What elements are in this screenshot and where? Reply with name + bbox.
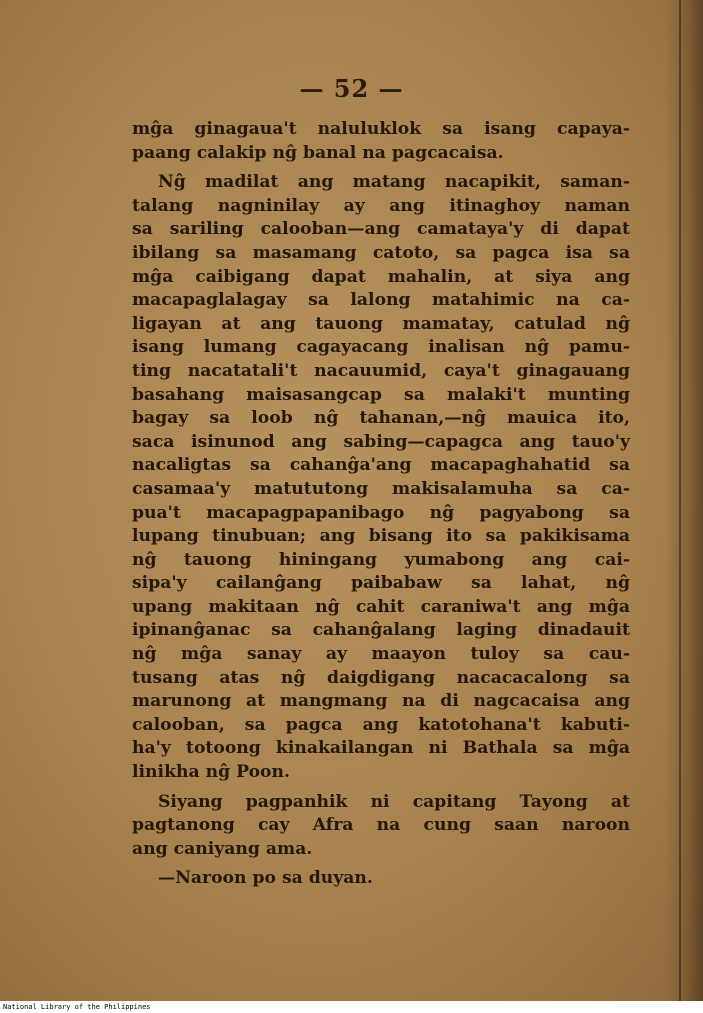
text-line: casamaa'y matututong makisalamuha sa ca-	[132, 478, 630, 499]
text-line: lupang tinubuan; ang bisang ito sa pakikisama	[132, 526, 630, 547]
text-line: paang calakip nĝ banal na pagcacaisa.	[132, 142, 504, 163]
page-spine-shadow	[665, 0, 703, 1001]
text-line: ibilang sa masamang catoto, sa pagca isa sa	[132, 242, 630, 263]
footer-credit: National Library of the Philippines	[3, 1003, 151, 1011]
text-line: mĝa ginagaua't naluluklok sa isang capaya-	[132, 119, 630, 139]
paragraph	[132, 171, 630, 784]
text-line: basahang maisasangcap sa malaki't munting	[132, 384, 630, 405]
text-line: Siyang pagpanhik ni capitang Tayong at	[158, 791, 630, 812]
paragraph	[132, 118, 630, 165]
text-line: macapaglalagay sa lalong matahimic na ca-	[132, 290, 630, 311]
body-text	[132, 118, 630, 891]
text-line: ang caniyang ama.	[132, 838, 313, 859]
text-line: Nĝ madilat ang matang nacapikit, saman-	[158, 172, 630, 193]
page-number: — 52 —	[299, 74, 404, 103]
text-line: talang nagninilay ay ang itinaghoy naman	[132, 195, 630, 216]
text-line: upang makitaan nĝ cahit caraniwa't ang mĝa	[132, 596, 630, 617]
text-line: marunong at mangmang na di nagcacaisa ang	[132, 691, 630, 712]
text-line: bagay sa loob nĝ tahanan,—nĝ mauica ito,	[132, 408, 630, 429]
text-line: isang lumang cagayacang inalisan nĝ pamu-	[132, 337, 630, 358]
text-line: pagtanong cay Afra na cung saan naroon	[132, 815, 630, 836]
text-line: mĝa caibigang dapat mahalin, at siya ang	[132, 266, 630, 287]
text-line: linikha nĝ Poon.	[132, 762, 290, 783]
text-line: saca isinunod ang sabing—capagca ang tauo'y	[132, 431, 630, 452]
paragraph	[132, 791, 630, 862]
text-line: nacaligtas sa cahanĝa'ang macapaghahatid sa	[132, 455, 630, 476]
text-line: tusang atas nĝ daigdigang nacacacalong sa	[132, 667, 630, 688]
footer-bar	[0, 1001, 703, 1013]
text-line: nĝ tauong hiningang yumabong ang cai-	[132, 549, 630, 570]
text-line: ligayan at ang tauong mamatay, catulad nĝ	[132, 313, 630, 334]
text-line: ha'y totoong kinakailangan ni Bathala sa mĝa	[132, 738, 630, 759]
text-line: ting nacatatali't nacauumid, caya't ginagauang	[132, 360, 630, 381]
text-line: ipinanĝanac sa cahanĝalang laging dinadauit	[132, 620, 630, 641]
text-line: nĝ mĝa sanay ay maayon tuloy sa cau-	[132, 644, 630, 665]
text-line: calooban, sa pagca ang katotohana't kabuti-	[132, 714, 630, 735]
paragraph	[132, 867, 630, 891]
text-line: —Naroon po sa duyan.	[158, 868, 373, 889]
text-line: pua't macapagpapanibago nĝ pagyabong sa	[132, 502, 630, 523]
page-spine-edge	[679, 0, 681, 1001]
text-line: sipa'y cailanĝang paibabaw sa lahat, nĝ	[132, 573, 630, 594]
text-line: sa sariling calooban—ang camataya'y di dapat	[132, 219, 630, 240]
